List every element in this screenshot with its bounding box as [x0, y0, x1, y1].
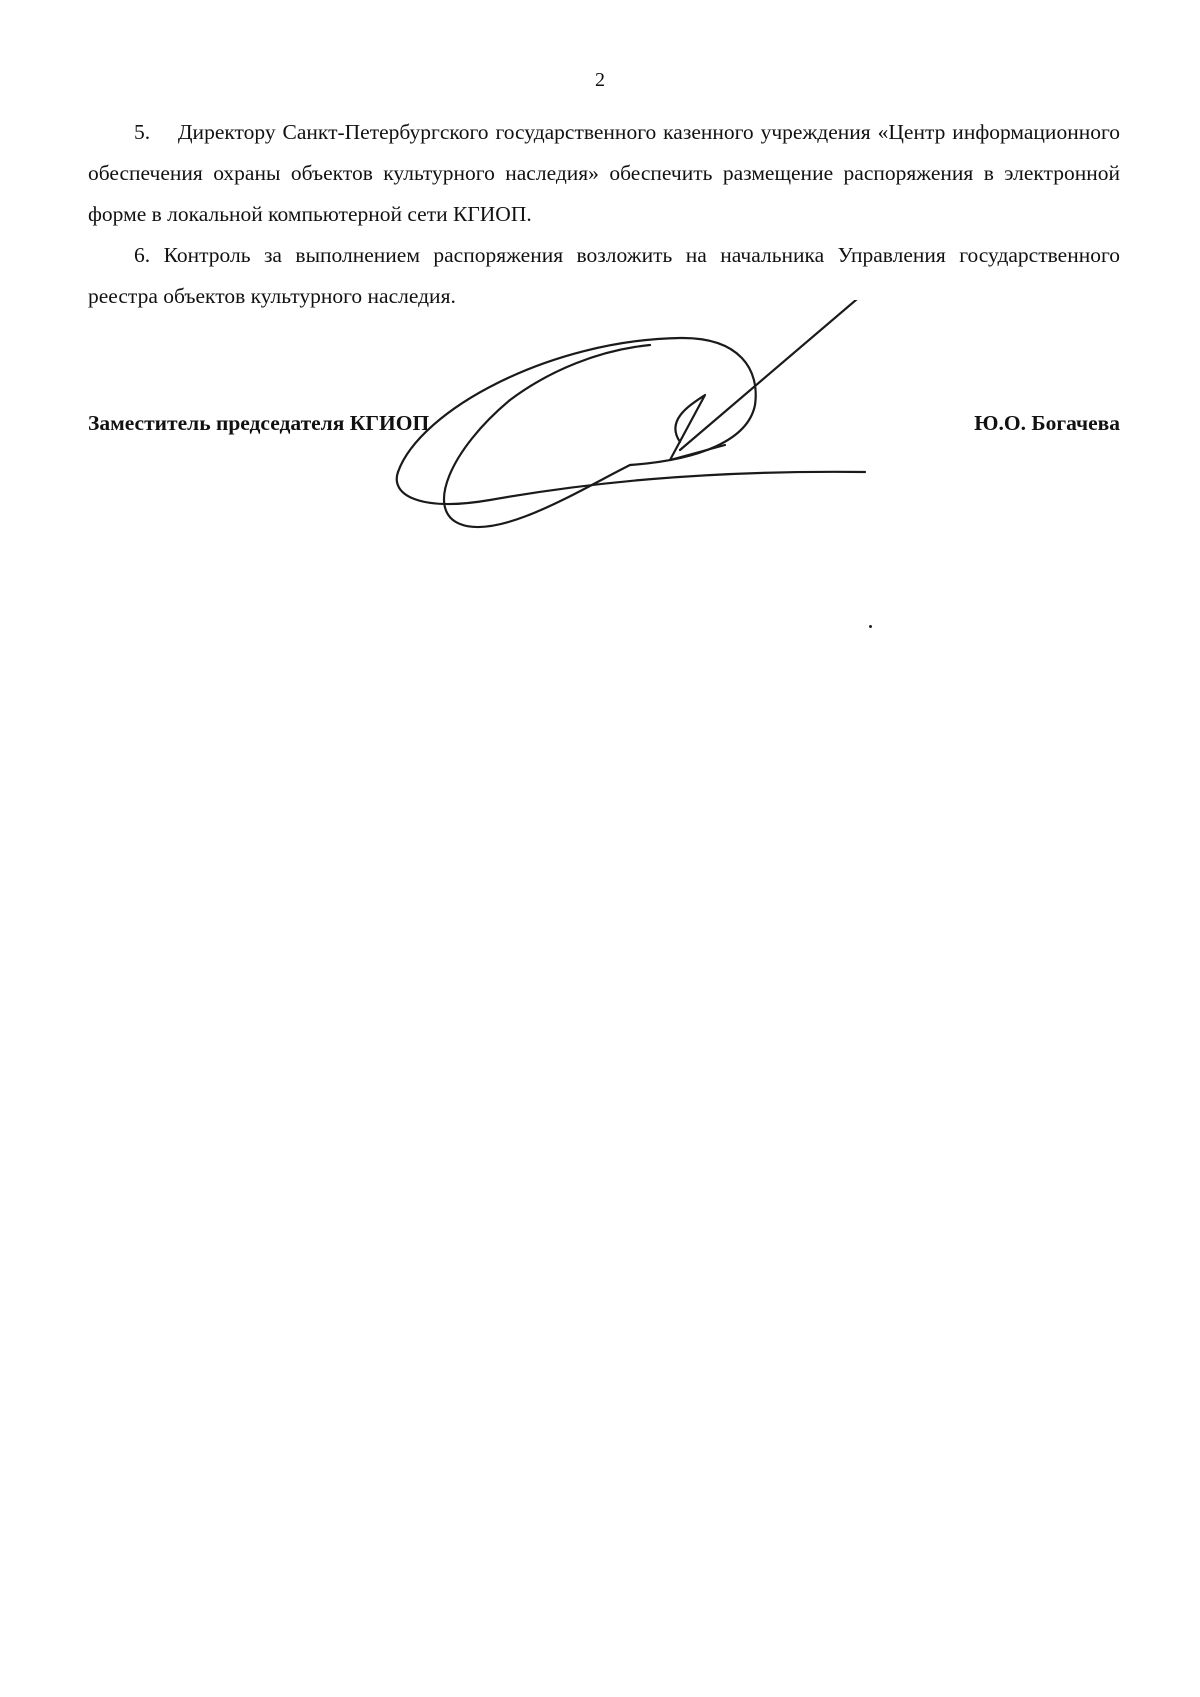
scan-speck: [869, 625, 872, 628]
paragraph-item-6: 6. Контроль за выполнением распоряжения возложить на начальника Управления государственного реестра объектов культурного наследия.: [88, 243, 1120, 308]
signatory-position: Заместитель председателя КГИОП: [88, 411, 430, 435]
document-body: [88, 112, 1120, 317]
paragraph-item-5: 5. Директору Санкт-Петербургского государственного казенного учреждения «Центр информационного обеспечения охраны объектов культурного наследия» обеспечить размещение распоряжения в электронной форме в локальной компьютерной сети КГИОП.: [88, 120, 1120, 226]
handwritten-signature-icon: [380, 300, 880, 580]
signature-block: [88, 408, 1120, 438]
page-number: 2: [595, 69, 605, 91]
signatory-name: Ю.О. Богачева: [974, 411, 1120, 435]
